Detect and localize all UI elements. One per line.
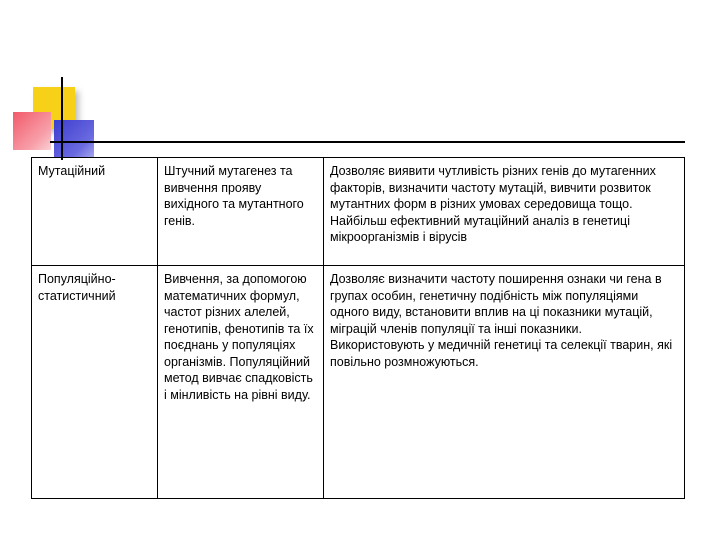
horizontal-rule [50,141,685,143]
method-significance-cell: Дозволяє визначити частоту поширення ознаки чи гена в групах особин, генетичну подібність між популяціями одного виду, встановити вплив на ці показники мутацій, міграцій членів популяції та інші показники. Використовують у медичній генетиці та селекції тварин, які повільно розмножуються. [324,266,685,499]
method-description-cell: Вивчення, за допомогою математичних формул, частот різних алелей, генотипів, фенотипів та їх поєднань у популяціях організмів. Популяційний метод вивчає спадковість і мінливість на рівні виду. [158,266,324,499]
red-square [13,112,51,150]
methods-table [31,157,685,499]
method-name-cell: Мутаційний [32,158,158,266]
method-description-cell: Штучний мутагенез та вивчення прояву вихідного та мутантного генів. [158,158,324,266]
table-row [32,158,685,266]
method-significance-cell: Дозволяє виявити чутливість різних генів до мутагенних факторів, визначити частоту мутацій, вивчити розвиток мутантних форм в різних умовах середовища тощо. Найбільш ефективний мутаційний аналіз в генетиці мікроорганізмів і вірусів [324,158,685,266]
table-row [32,266,685,499]
blue-square [54,120,94,158]
method-name-cell: Популяційно-статистичний [32,266,158,499]
vertical-rule [61,77,63,160]
